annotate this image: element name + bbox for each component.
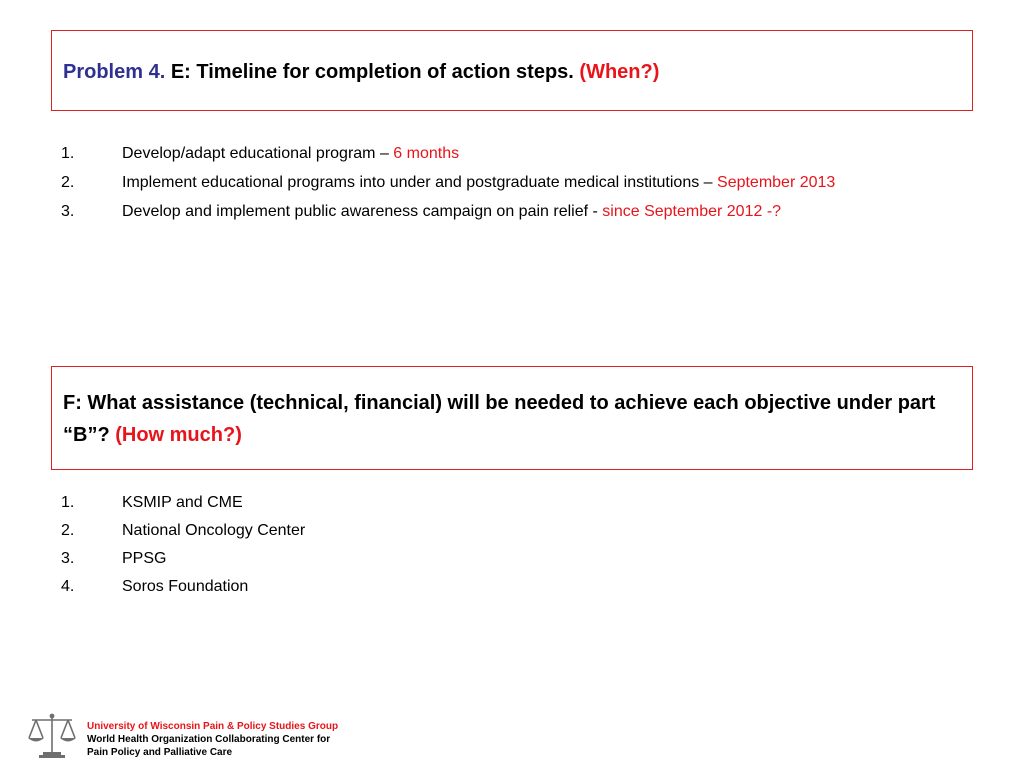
list-number: 3.: [61, 203, 75, 220]
list-item: [61, 491, 966, 515]
list-item: [61, 200, 966, 224]
section-f-highlight: (How much?): [115, 424, 242, 446]
scales-of-justice-icon: [26, 712, 78, 760]
list-item-text: Develop and implement public awareness campaign on pain relief -: [122, 203, 603, 220]
list-number: 1.: [61, 145, 75, 162]
timeline-list: [61, 142, 966, 229]
list-item-text: National Oncology Center: [122, 522, 306, 539]
list-number: 2.: [61, 174, 75, 191]
list-number: 1.: [61, 494, 75, 511]
footer-credits: [87, 720, 338, 759]
list-item-when: 6 months: [393, 145, 460, 162]
list-item: [61, 575, 966, 599]
section-e-title: [63, 56, 952, 88]
section-e-highlight: (When?): [579, 61, 660, 83]
assistance-list: [61, 491, 966, 603]
list-number: 4.: [61, 578, 75, 595]
list-number: 3.: [61, 550, 75, 567]
list-item-text: KSMIP and CME: [122, 494, 243, 511]
footer-line-3: Pain Policy and Palliative Care: [87, 747, 233, 758]
list-item: [61, 142, 966, 166]
list-item-text: PPSG: [122, 550, 167, 567]
list-item: [61, 171, 966, 195]
section-f-title: [63, 387, 952, 451]
section-f-title-text: F: What assistance (technical, financial) will be needed to achieve each objective under part “B”?: [63, 392, 936, 446]
section-e-title-text: E: Timeline for completion of action steps.: [165, 61, 580, 83]
footer-line-2: World Health Organization Collaborating Center for: [87, 734, 331, 745]
section-f-header-box: [51, 366, 973, 470]
list-item-text: Develop/adapt educational program –: [122, 145, 394, 162]
list-item: [61, 519, 966, 543]
list-item-text: Soros Foundation: [122, 578, 249, 595]
list-item-when: September 2013: [717, 174, 836, 191]
list-item-when: since September 2012 -?: [602, 203, 782, 220]
list-item-text: Implement educational programs into under and postgraduate medical institutions –: [122, 174, 718, 191]
footer-line-1: University of Wisconsin Pain & Policy Studies Group: [87, 721, 339, 732]
list-number: 2.: [61, 522, 75, 539]
problem-label: Problem 4.: [63, 61, 166, 83]
section-e-header-box: [51, 30, 973, 111]
list-item: [61, 547, 966, 571]
